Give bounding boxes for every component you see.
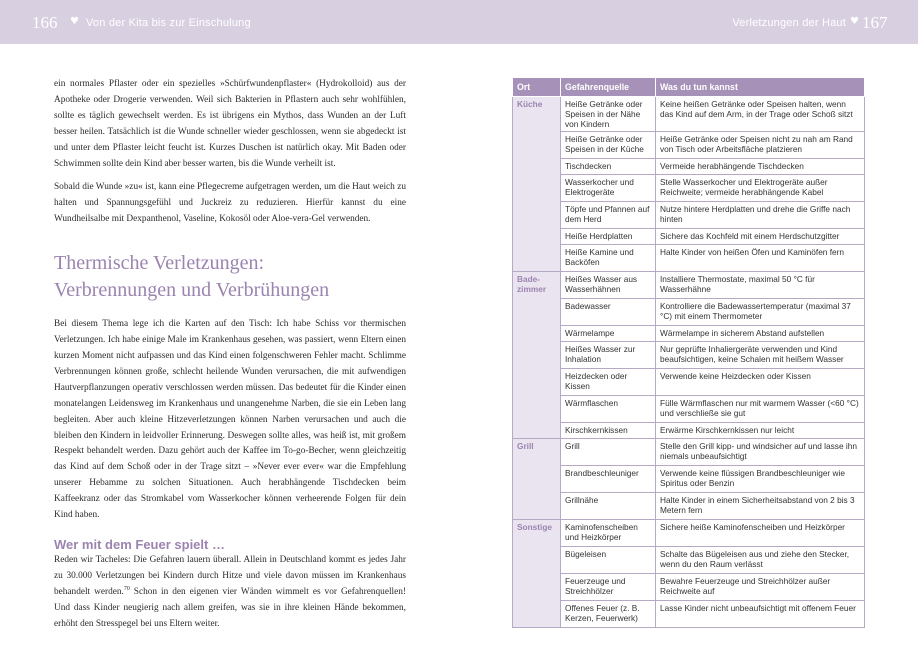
- hazard-cell: Tischdecken: [561, 159, 656, 175]
- advice-cell: Erwärme Kirschkernkissen nur leicht: [656, 423, 865, 439]
- advice-cell: Schalte das Bügeleisen aus und ziehe den Stecker, wenn du den Raum verlässt: [656, 547, 865, 574]
- table-row: [513, 326, 865, 342]
- chapter-title: Von der Kita bis zur Einschulung: [86, 17, 251, 29]
- table-row: [513, 202, 865, 229]
- paragraph-text: Reden wir Tacheles: Die Gefahren lauern überall. Allein in Deutschland kommt es jedes Jahr zu 30.000 Verletzungen bei Kindern durch Hitze und viele davon müssen im Krankenhaus behandelt werden.: [54, 554, 406, 597]
- hazard-cell: Badewasser: [561, 299, 656, 326]
- hazard-cell: Heiße Kamine und Backöfen: [561, 245, 656, 272]
- table-row: [513, 175, 865, 202]
- hazard-cell: Feuerzeuge und Streichhölzer: [561, 574, 656, 601]
- advice-cell: Vermeide herabhängende Tischdecken: [656, 159, 865, 175]
- hazard-cell: Heißes Wasser aus Wasserhähnen: [561, 272, 656, 299]
- left-page-number: 166: [32, 13, 58, 32]
- table-row: [513, 299, 865, 326]
- hazard-cell: Grill: [561, 439, 656, 466]
- hazard-cell: Heiße Getränke oder Speisen in der Nähe von Kindern: [561, 97, 656, 132]
- right-page-number: 167: [862, 13, 888, 32]
- hazard-cell: Heizdecken oder Kissen: [561, 369, 656, 396]
- advice-cell: Verwende keine flüssigen Brandbeschleuniger wie Spiritus oder Benzin: [656, 466, 865, 493]
- column-header: Ort: [513, 78, 561, 97]
- hazard-cell: Heiße Getränke oder Speisen in der Küche: [561, 132, 656, 159]
- table-row: [513, 493, 865, 520]
- paragraph: ein normales Pflaster oder ein spezielles »Schürfwundenpflaster« (Hydrokolloid) aus der Apotheke oder Drogerie verwenden. Weil sich Bakterien in Pflastern auch sehr wohlfühlen, sollte es täglich gewechselt werden. Es ist übrigens ein Mythos, dass Wunden an der Luft besser heilen. Tatsächlich ist die Wunde schneller wieder geschlossen, wenn sie abgedeckt ist und unter dem Pflaster leicht feucht ist. Kurzes Duschen ist natürlich okay. Mit Baden oder Schwimmen sollte dein Kind aber besser warten, bis die Wunde verheilt ist.: [54, 79, 406, 169]
- advice-cell: Stelle den Grill kipp- und windsicher auf und lasse ihn niemals unbeaufsichtigt: [656, 439, 865, 466]
- page-header: [0, 0, 918, 44]
- hazard-cell: Offenes Feuer (z. B. Kerzen, Feuerwerk): [561, 601, 656, 628]
- table-row: [513, 132, 865, 159]
- table-row: [513, 396, 865, 423]
- table-row: [513, 439, 865, 466]
- table-row: [513, 272, 865, 299]
- advice-cell: Sichere heiße Kaminofenscheiben und Heizkörper: [656, 520, 865, 547]
- advice-cell: Verwende keine Heizdecken oder Kissen: [656, 369, 865, 396]
- table-row: [513, 229, 865, 245]
- column-header: Gefahrenquelle: [561, 78, 656, 97]
- paragraph: Sobald die Wunde »zu« ist, kann eine Pflegecreme aufgetragen werden, um die Haut weich zu halten und Spannungsgefühl und Juckreiz zu reduzieren. Hierfür kannst du eine Wundheilsalbe mit Dexpanthenol, Vaseline, Kokosöl oder Aloe-vera-Gel verwenden.: [54, 182, 406, 225]
- table-row: [513, 97, 865, 132]
- advice-cell: Heiße Getränke oder Speisen nicht zu nah am Rand von Tisch oder Arbeitsfläche platzieren: [656, 132, 865, 159]
- hazard-cell: Brandbeschleuniger: [561, 466, 656, 493]
- table-row: [513, 159, 865, 175]
- advice-cell: Fülle Wärmflaschen nur mit warmem Wasser (<60 °C) und verschließe sie gut: [656, 396, 865, 423]
- hazard-cell: Heißes Wasser zur Inhalation: [561, 342, 656, 369]
- table-row: [513, 601, 865, 628]
- heart-icon: ♥: [70, 16, 79, 27]
- table-row: [513, 369, 865, 396]
- heart-icon: ♥: [850, 16, 859, 27]
- paragraph-text: Schon in den eigenen vier Wänden wimmelt es vor Gefahrenquellen! Und dass Kinder neugierig nach allem greifen, was sie in ihre kleinen Hände bekommen, erhöht den Stresspegel bei uns Eltern weiter.: [54, 586, 406, 629]
- hazard-cell: Kaminofenscheiben und Heizkörper: [561, 520, 656, 547]
- table-row: [513, 245, 865, 272]
- table-row: [513, 342, 865, 369]
- advice-cell: Stelle Wasserkocher und Elektrogeräte außer Reichweite; vermeide herabhängende Kabel: [656, 175, 865, 202]
- category-cell: Küche: [513, 97, 561, 272]
- advice-cell: Halte Kinder von heißen Öfen und Kaminöfen fern: [656, 245, 865, 272]
- table-row: [513, 547, 865, 574]
- advice-cell: Lasse Kinder nicht unbeaufsichtigt mit offenem Feuer: [656, 601, 865, 628]
- paragraph: Bei diesem Thema lege ich die Karten auf den Tisch: Ich habe Schiss vor thermischen Verletzungen. Ich habe einige Male im Krankenhaus gesehen, was passiert, wenn Eltern einen kurzen Moment nicht aufpassen und das Kind einen folgenschweren Fehler macht. Schlimme Verbrennungen können große, schlecht heilende Wunden verursachen, die mit aufwendigen Hautverpflanzungen operativ verschlossen werden müssen. Das bedeutet für die Kinder einen monatelangen Leidensweg im Krankenhaus und unangenehme Narben, die sie ein Leben lang begleiten. Aber auch kleine Hitzeverletzungen können Narben verursachen und auch die bleiben den Kindern in leidvoller Erinnerung. Deswegen sollte alles, was heiß ist, mit großem Respekt behandelt werden. Dazu gehört auch der Kaffee im To-go-Becher, wenn gleichzeitig das Kind auf dem Schoß oder in der Trage sitzt – »Never ever ever« war die Empfehlung unserer Hebamme zu solchen Situationen. Auch herabhängende Tischdecken beim Kaffeekranz oder das Stromkabel vom Wasserkocher können verheerende Folgen für dein Kind haben.: [54, 319, 406, 521]
- advice-cell: Sichere das Kochfeld mit einem Herdschutzgitter: [656, 229, 865, 245]
- hazard-cell: Wärmflaschen: [561, 396, 656, 423]
- table-row: [513, 466, 865, 493]
- advice-cell: Halte Kinder in einem Sicherheitsabstand von 2 bis 3 Metern fern: [656, 493, 865, 520]
- category-label: zimmer: [517, 284, 547, 295]
- subsection-heading: Wer mit dem Feuer spielt …: [54, 536, 225, 552]
- hazard-table: [512, 77, 865, 628]
- table-row: [513, 423, 865, 439]
- heading-line: Thermische Verletzungen:: [54, 252, 265, 275]
- hazard-cell: Grillnähe: [561, 493, 656, 520]
- table-row: [513, 574, 865, 601]
- advice-cell: Wärmelampe in sicherem Abstand aufstellen: [656, 326, 865, 342]
- section-title: Verletzungen der Haut: [732, 17, 846, 29]
- hazard-cell: Bügeleisen: [561, 547, 656, 574]
- paragraph: [54, 553, 406, 633]
- advice-cell: Kontrolliere die Badewassertemperatur (maximal 37 °C) mit einem Thermometer: [656, 299, 865, 326]
- footnote-marker: 70: [123, 585, 130, 592]
- advice-cell: Nur geprüfte Inhaliergeräte verwenden und Kind beaufsichtigen, keine Schalen mit heißem Wasser: [656, 342, 865, 369]
- hazard-cell: Wärmelampe: [561, 326, 656, 342]
- advice-cell: Installiere Thermostate, maximal 50 °C für Wasserhähne: [656, 272, 865, 299]
- advice-cell: Keine heißen Getränke oder Speisen halten, wenn das Kind auf dem Arm, in der Trage oder Schoß sitzt: [656, 97, 865, 132]
- table-row: [513, 520, 865, 547]
- hazard-cell: Wasserkocher und Elektrogeräte: [561, 175, 656, 202]
- hazard-cell: Töpfe und Pfannen auf dem Herd: [561, 202, 656, 229]
- hazard-cell: Kirschkernkissen: [561, 423, 656, 439]
- advice-cell: Bewahre Feuerzeuge und Streichhölzer außer Reichweite auf: [656, 574, 865, 601]
- category-cell: Sonstige: [513, 520, 561, 628]
- section-heading: [54, 250, 406, 304]
- advice-cell: Nutze hintere Herdplatten und drehe die Griffe nach hinten: [656, 202, 865, 229]
- category-cell: Grill: [513, 439, 561, 520]
- category-cell: [513, 272, 561, 439]
- table-header-row: [513, 78, 865, 97]
- category-label: Bade-: [517, 273, 541, 284]
- column-header: Was du tun kannst: [656, 78, 865, 97]
- hazard-cell: Heiße Herdplatten: [561, 229, 656, 245]
- heading-line: Verbrennungen und Verbrühungen: [54, 279, 330, 302]
- left-page-body: [54, 77, 406, 632]
